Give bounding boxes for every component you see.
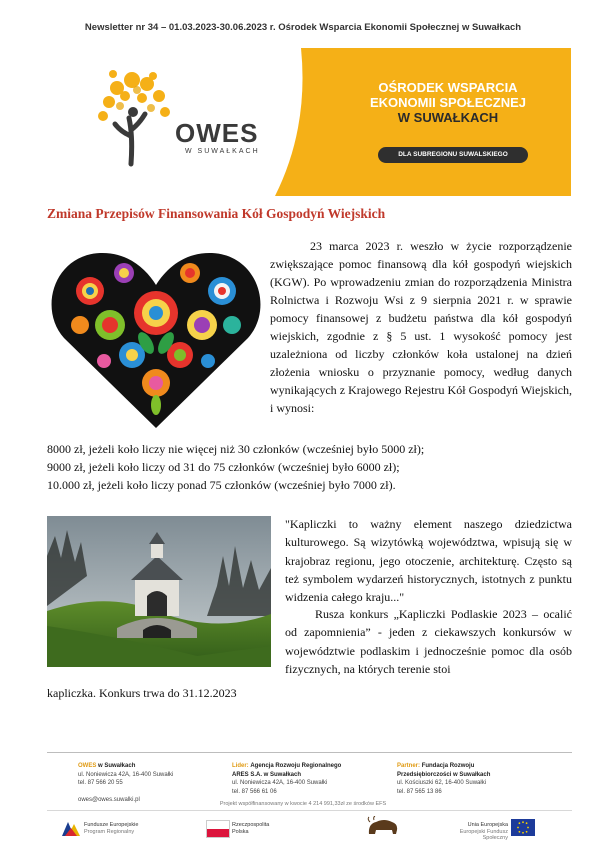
contest-paragraph-end: kapliczka. Konkurs trwa do 31.12.2023 bbox=[47, 686, 237, 700]
list-item: 10.000 zł, jeżeli koło liczy ponad 75 członków (wcześniej było 7000 zł). bbox=[47, 478, 396, 492]
footer-owes-name: OWES bbox=[78, 763, 97, 769]
list-item: 8000 zł, jeżeli koło liczy nie więcej niż 30 członków (wcześniej było 5000 zł); bbox=[47, 442, 425, 456]
footer-partner-address: ul. Kościuszki 62, 16-400 Suwałki bbox=[397, 780, 487, 787]
chapel-photo bbox=[47, 516, 271, 667]
newsletter-header: Newsletter nr 34 – 01.03.2023-30.06.2023 r. Ośrodek Wsparcia Ekonomii Społecznej w Suwałkach bbox=[84, 22, 522, 33]
folk-heart-illustration bbox=[50, 243, 262, 433]
podlaskie-bison-icon bbox=[366, 816, 400, 838]
footer-partner-name2: Przedsiębiorczości w Suwałkach bbox=[397, 771, 491, 778]
footer-leader-address: ul. Noniewicza 42A, 16-400 Suwałki bbox=[232, 780, 328, 787]
article-intro-text: 23 marca 2023 r. weszło w życie rozporządzenie zwiększające pomoc finansową dla kół gospodyń wiejskich (KGW). Po wprowadzeniu zmian do rozporządzenia Ministra Rolnictwa i Rozwoju Wsi z 9 sierpnia 2021 r. w sprawie pomocy finansowej z budżetu państwa dla kół gospodyń wiejskich, zgodnie z § 5 ust. 1 wysokość pomocy jest uzależniona od liczby członków koła ustalonej na dzień złożenia wniosku o przyznanie pomocy, według danych wynikających z Krajowego Rejestru Kół Gospodyń Wiejskich, i wynosi: bbox=[270, 239, 572, 415]
fe-label: Fundusze Europejskie bbox=[84, 822, 139, 828]
owes-tree-logo-icon bbox=[87, 66, 187, 176]
footer-leader-name: Agencja Rozwoju Regionalnego bbox=[250, 763, 342, 769]
polish-flag-icon bbox=[206, 820, 230, 838]
logo-name: OWES bbox=[175, 118, 259, 148]
contest-paragraph bbox=[285, 605, 572, 678]
logos-divider bbox=[47, 810, 572, 811]
footer-partner-phone: tel. 87 565 13 86 bbox=[397, 788, 442, 795]
article-title: Zmiana Przepisów Finansowania Kół Gospodyń Wiejskich bbox=[47, 206, 386, 221]
funding-amount-list bbox=[47, 440, 572, 494]
banner-title-line3: W SUWAŁKACH bbox=[397, 110, 499, 125]
eu-flag-icon bbox=[511, 819, 535, 836]
footer-leader-contact bbox=[232, 762, 362, 796]
chapel-quote: "Kapliczki to ważny element naszego dziedzictwa kulturowego. Są wizytówką województwa, wpisują się w krajobraz regionu, jego otoczenie, architekturę. Często są też symbolem wydarzeń historycznych, istotnych z punktu widzenia całego kraju..." bbox=[285, 517, 572, 605]
list-item: 9000 zł, jeżeli koło liczy od 31 do 75 członków (wcześniej było 6000 zł); bbox=[47, 460, 400, 474]
rzeczpospolita-polska-logo: Rzeczpospolita Polska bbox=[232, 822, 270, 835]
footer-leader-phone: tel. 87 566 61 06 bbox=[232, 788, 277, 795]
footer-leader-name2: ARES S.A. w Suwałkach bbox=[232, 771, 302, 778]
article-intro-paragraph bbox=[270, 237, 572, 417]
ue-label: Unia Europejska bbox=[467, 822, 508, 828]
footer-owes-email[interactable]: owes@owes.suwalki.pl bbox=[78, 796, 140, 803]
banner-title bbox=[343, 80, 553, 125]
footer-partner-label: Partner: bbox=[397, 763, 421, 769]
logo-subtitle: W SUWAŁKACH bbox=[185, 148, 260, 155]
contest-text: Rusza konkurs „Kapliczki Podlaskie 2023 – ocalić od zapomnienia” - jeden z ciekawszych konkursów w województwie podlaskim i jednocześnie pomoc dla osób fizycznych, na których terenie stoi bbox=[285, 607, 572, 676]
footer-partner-name: Fundacja Rozwoju bbox=[421, 763, 475, 769]
footer-divider bbox=[47, 752, 572, 753]
footer-leader-label: Lider: bbox=[232, 763, 249, 769]
fundusze-europejskie-logo bbox=[84, 822, 138, 835]
footer-owes-address: ul. Noniewicza 42A, 16-400 Suwałki bbox=[78, 771, 174, 778]
footer-partner-contact bbox=[397, 762, 537, 796]
footer-owes-name-rest: w Suwałkach bbox=[96, 763, 136, 769]
fundusze-europejskie-icon bbox=[60, 820, 82, 838]
footer-owes-phone: tel. 87 566 20 55 bbox=[78, 780, 123, 787]
banner-title-line1: OŚRODEK WSPARCIA bbox=[378, 80, 518, 95]
banner-subregion-pill: DLA SUBREGIONU SUWALSKIEGO bbox=[378, 147, 528, 163]
footer-owes-contact bbox=[78, 762, 208, 804]
project-funding-note: Projekt współfinansowany w kwocie 4 214 991,33zł ze środków EFS bbox=[219, 801, 387, 807]
ue-fund-label: Europejski Fundusz Społeczny bbox=[459, 828, 508, 841]
fe-program-label: Program Regionalny bbox=[84, 828, 135, 835]
unia-europejska-logo bbox=[458, 822, 508, 842]
banner-title-line2: EKONOMII SPOŁECZNEJ bbox=[369, 95, 527, 110]
owes-banner bbox=[47, 48, 571, 196]
